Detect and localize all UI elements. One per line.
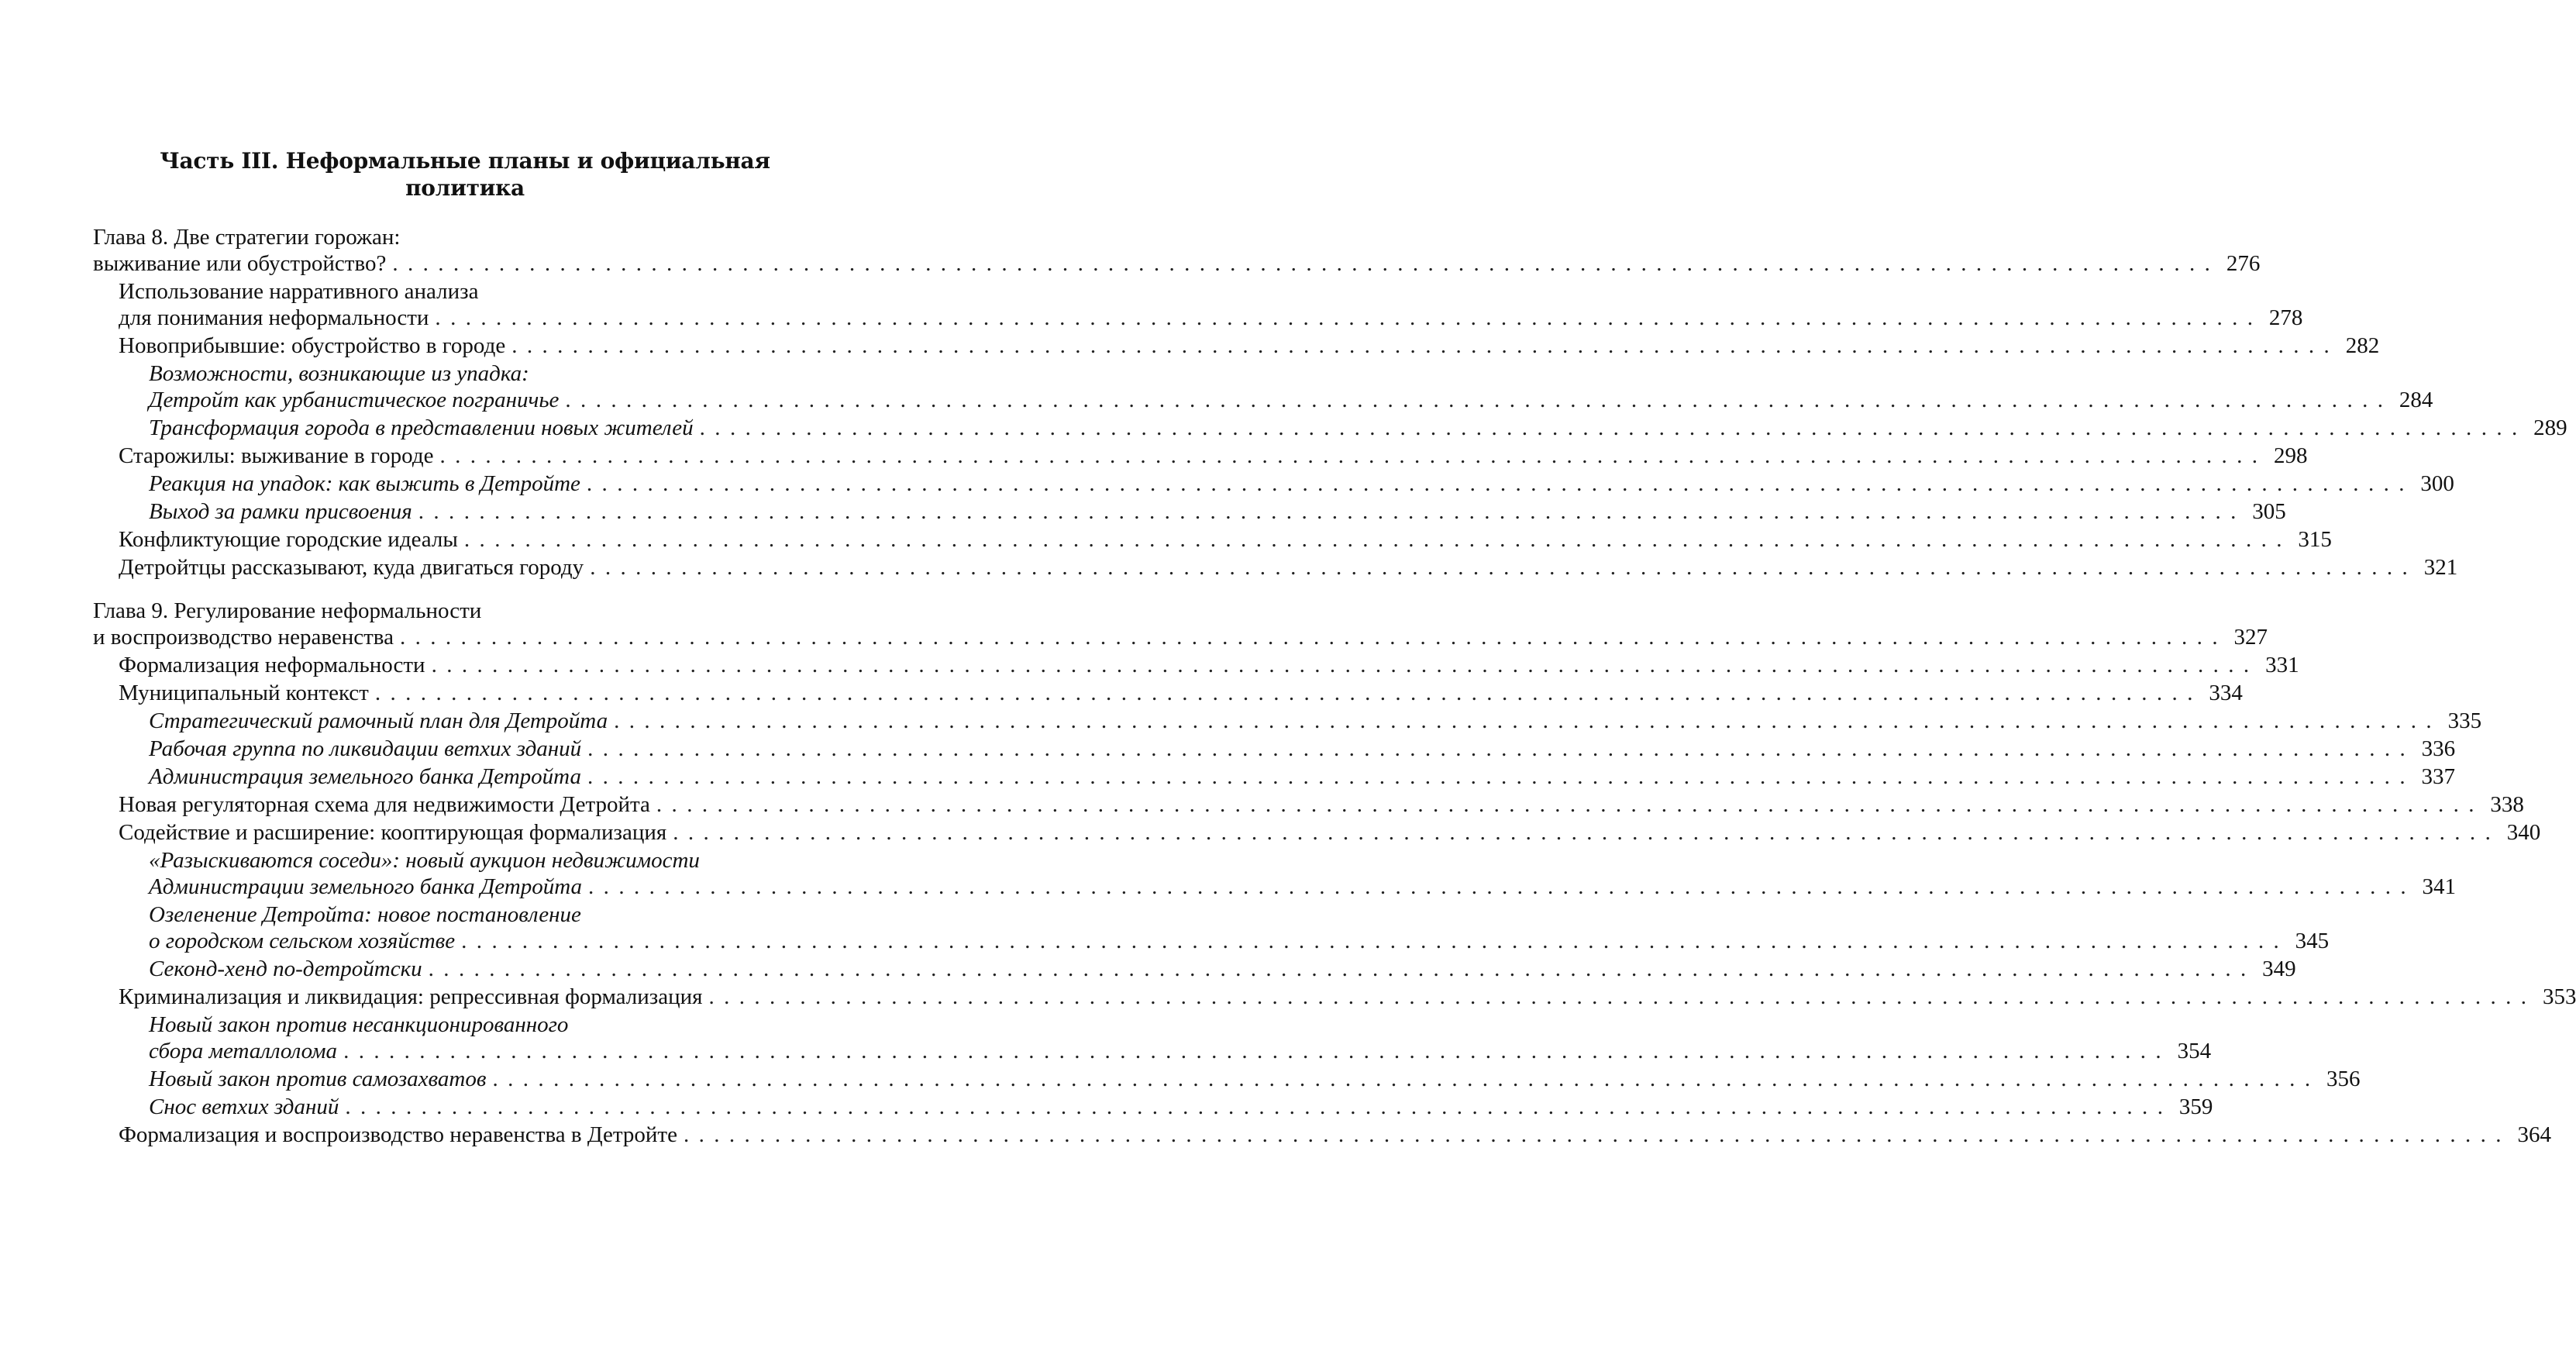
toc-chapter-entry[interactable] bbox=[93, 598, 2268, 650]
toc-entry-leader-row bbox=[149, 763, 2455, 790]
toc-section-entry[interactable] bbox=[93, 652, 2299, 678]
toc-subsection-entry[interactable] bbox=[93, 1012, 2212, 1064]
toc-page-number: 276 bbox=[2226, 251, 2261, 276]
toc-entry-leader-row bbox=[93, 250, 2261, 277]
toc-entry-leader-row bbox=[119, 305, 2303, 331]
dot-leader: ........................................................................................................................ bbox=[343, 1039, 2171, 1063]
toc-entry-title-line: «Разыскиваются соседи»: новый аукцион недвижимости bbox=[149, 848, 700, 873]
toc-page-number: 327 bbox=[2233, 625, 2268, 650]
toc-entry-title: выживание или обустройство? bbox=[93, 251, 387, 276]
toc-page-number: 305 bbox=[2252, 499, 2286, 524]
toc-page-number: 298 bbox=[2273, 443, 2308, 468]
toc-entry-title-line: Озеленение Детройта: новое постановление bbox=[149, 902, 581, 927]
toc-page-number: 331 bbox=[2265, 653, 2299, 677]
toc-page-number: 340 bbox=[2506, 820, 2541, 845]
dot-leader: ........................................................................................................................ bbox=[586, 471, 2414, 496]
dot-leader: ........................................................................................................................ bbox=[428, 956, 2256, 981]
toc-subsection-entry[interactable] bbox=[93, 498, 2286, 525]
dot-leader: ........................................................................................................................ bbox=[492, 1067, 2320, 1091]
toc-page-number: 341 bbox=[2422, 874, 2457, 899]
toc-entry-title-line: Возможности, возникающие из упадка: bbox=[149, 361, 529, 386]
toc-subsection-entry[interactable] bbox=[93, 1066, 2361, 1092]
dot-leader: ........................................................................................................................ bbox=[435, 305, 2263, 330]
toc-entry-title: Детройтцы рассказывают, куда двигаться городу bbox=[119, 555, 584, 580]
toc-entry-leader-row bbox=[149, 1094, 2213, 1120]
toc-entry-leader-row bbox=[149, 1038, 2212, 1064]
dot-leader: ........................................................................................................................ bbox=[673, 820, 2501, 845]
toc-entry-title: Содействие и расширение: кооптирующая формализация bbox=[119, 820, 667, 845]
toc-page-number: 349 bbox=[2262, 956, 2296, 981]
toc-entry-leader-row bbox=[149, 415, 2567, 441]
toc-entry-title: Реакция на упадок: как выжить в Детройте bbox=[149, 471, 580, 496]
toc-section-entry[interactable] bbox=[93, 526, 2332, 553]
toc-page-number: 338 bbox=[2490, 792, 2524, 817]
toc-entry-leader-row bbox=[119, 984, 2576, 1010]
toc-entry-leader-row bbox=[119, 1122, 2551, 1148]
part-title-line-2: политика bbox=[405, 175, 525, 201]
toc-page-number: 278 bbox=[2268, 305, 2303, 330]
toc-entry-leader-row bbox=[149, 874, 2457, 900]
toc-subsection-entry[interactable] bbox=[93, 901, 2330, 954]
toc-subsection-entry[interactable] bbox=[93, 736, 2456, 762]
toc-page-number: 337 bbox=[2421, 764, 2455, 789]
toc-entry-leader-row bbox=[119, 652, 2299, 678]
toc-entry-leader-row bbox=[149, 498, 2286, 525]
dot-leader: ........................................................................................................................ bbox=[374, 681, 2202, 705]
toc-entry-title: Муниципальный контекст bbox=[119, 681, 369, 705]
toc-section-entry[interactable] bbox=[93, 819, 2541, 846]
toc-entry-title: Рабочая группа по ликвидации ветхих зданий bbox=[149, 736, 582, 761]
toc-entry-title: Новоприбывшие: обустройство в городе bbox=[119, 333, 506, 358]
toc-entry-leader-row bbox=[119, 819, 2541, 846]
toc-entry-leader-row bbox=[149, 736, 2456, 762]
dot-leader: ........................................................................................................................ bbox=[588, 874, 2416, 899]
dot-leader: ........................................................................................................................ bbox=[708, 984, 2536, 1009]
toc-page-number: 300 bbox=[2420, 471, 2454, 496]
toc-entry-title: Старожилы: выживание в городе bbox=[119, 443, 434, 468]
dot-leader: ........................................................................................................................ bbox=[439, 443, 2268, 468]
toc-entry-title: Формализация и воспроизводство неравенства в Детройте bbox=[119, 1122, 677, 1147]
dot-leader: ........................................................................................................................ bbox=[431, 653, 2259, 677]
dot-leader: ........................................................................................................................ bbox=[565, 388, 2393, 412]
toc-entry-title: Трансформация города в представлении новых жителей bbox=[149, 415, 694, 440]
toc-entry-leader-row bbox=[119, 554, 2458, 581]
toc-section-entry[interactable] bbox=[93, 791, 2524, 818]
toc-entry-title: Формализация неформальности bbox=[119, 653, 425, 677]
toc-page-number: 289 bbox=[2533, 415, 2567, 440]
toc-section-entry[interactable] bbox=[93, 443, 2308, 469]
toc-page-number: 359 bbox=[2178, 1094, 2213, 1119]
dot-leader: ........................................................................................................................ bbox=[590, 555, 2418, 580]
toc-entry-title: Новая регуляторная схема для недвижимости Детройта bbox=[119, 792, 650, 817]
toc-chapter-entry[interactable] bbox=[93, 224, 2261, 277]
dot-leader: ........................................................................................................................ bbox=[683, 1122, 2511, 1147]
part-title bbox=[0, 147, 930, 202]
toc-subsection-entry[interactable] bbox=[93, 470, 2454, 497]
toc-entry-title-line: Новый закон против несанкционированного bbox=[149, 1012, 569, 1037]
chapter-gap bbox=[93, 581, 798, 598]
toc-entry-leader-row bbox=[119, 791, 2524, 818]
toc-page-number: 356 bbox=[2326, 1067, 2361, 1091]
toc-section-entry[interactable] bbox=[93, 278, 2303, 331]
dot-leader: ........................................................................................................................ bbox=[587, 736, 2416, 761]
toc-entry-title: Стратегический рамочный план для Детройта bbox=[149, 708, 608, 733]
toc-entry-title-line: Использование нарративного анализа bbox=[119, 279, 479, 304]
toc-entry-leader-row bbox=[93, 624, 2268, 650]
dot-leader: ........................................................................................................................ bbox=[463, 527, 2292, 552]
toc-subsection-entry[interactable] bbox=[93, 360, 2433, 413]
toc-entry-title-line: Глава 8. Две стратегии горожан: bbox=[93, 225, 401, 250]
toc-section-entry[interactable] bbox=[93, 554, 2458, 581]
dot-leader: ........................................................................................................................ bbox=[587, 764, 2415, 789]
dot-leader: ........................................................................................................................ bbox=[656, 792, 2484, 817]
toc-page-number: 282 bbox=[2345, 333, 2380, 358]
part-title-line-1: Часть III. Неформальные планы и официальная bbox=[160, 148, 770, 174]
table-of-contents bbox=[93, 224, 2576, 1148]
toc-entry-title: Выход за рамки присвоения bbox=[149, 499, 412, 524]
dot-leader: ........................................................................................................................ bbox=[392, 251, 2220, 276]
dot-leader: ........................................................................................................................ bbox=[345, 1094, 2173, 1119]
toc-section-entry[interactable] bbox=[93, 680, 2243, 706]
toc-entry-leader-row bbox=[119, 526, 2332, 553]
toc-entry-title: Новый закон против самозахватов bbox=[149, 1067, 487, 1091]
dot-leader: ........................................................................................................................ bbox=[699, 415, 2527, 440]
toc-subsection-entry[interactable] bbox=[93, 763, 2455, 790]
toc-entry-title: Администрация земельного банка Детройта bbox=[149, 764, 581, 789]
toc-page-number: 345 bbox=[2295, 929, 2330, 953]
dot-leader: ........................................................................................................................ bbox=[418, 499, 2246, 524]
toc-page-number: 353 bbox=[2542, 984, 2576, 1009]
dot-leader: ........................................................................................................................ bbox=[399, 625, 2227, 650]
toc-entry-title: для понимания неформальности bbox=[119, 305, 429, 330]
toc-page-number: 335 bbox=[2447, 708, 2482, 733]
toc-page-number: 364 bbox=[2517, 1122, 2551, 1147]
toc-entry-leader-row bbox=[149, 956, 2296, 982]
toc-entry-leader-row bbox=[149, 1066, 2361, 1092]
toc-page-number: 284 bbox=[2399, 388, 2433, 412]
toc-entry-title: Криминализация и ликвидация: репрессивная формализация bbox=[119, 984, 703, 1009]
toc-entry-title: о городском сельском хозяйстве bbox=[149, 929, 456, 953]
toc-entry-title: сбора металлолома bbox=[149, 1039, 338, 1063]
toc-entry-leader-row bbox=[119, 443, 2308, 469]
toc-page-number: 354 bbox=[2177, 1039, 2212, 1063]
toc-entry-title: Конфликтующие городские идеалы bbox=[119, 527, 458, 552]
toc-subsection-entry[interactable] bbox=[93, 415, 2567, 441]
toc-entry-leader-row bbox=[149, 387, 2433, 413]
toc-entry-leader-row bbox=[149, 470, 2454, 497]
toc-page-number: 321 bbox=[2423, 555, 2458, 580]
toc-subsection-entry[interactable] bbox=[93, 1094, 2213, 1120]
toc-section-entry[interactable] bbox=[93, 333, 2380, 359]
toc-entry-leader-row bbox=[149, 708, 2482, 734]
toc-entry-title-line: Глава 9. Регулирование неформальности bbox=[93, 598, 482, 623]
toc-entry-title: Администрации земельного банка Детройта bbox=[149, 874, 583, 899]
toc-page-number: 334 bbox=[2209, 681, 2243, 705]
dot-leader: ........................................................................................................................ bbox=[511, 333, 2340, 358]
toc-subsection-entry[interactable] bbox=[93, 847, 2457, 900]
toc-subsection-entry[interactable] bbox=[93, 956, 2296, 982]
toc-entry-title: Детройт как урбанистическое пограничье bbox=[149, 388, 560, 412]
toc-entry-leader-row bbox=[119, 680, 2243, 706]
toc-entry-title: Секонд-хенд по-детройтски bbox=[149, 956, 422, 981]
toc-subsection-entry[interactable] bbox=[93, 708, 2482, 734]
toc-page-number: 315 bbox=[2298, 527, 2332, 552]
dot-leader: ........................................................................................................................ bbox=[614, 708, 2442, 733]
toc-entry-leader-row bbox=[119, 333, 2380, 359]
toc-section-entry[interactable] bbox=[93, 1122, 2551, 1148]
toc-entry-title: Снос ветхих зданий bbox=[149, 1094, 339, 1119]
toc-entry-leader-row bbox=[149, 928, 2330, 954]
toc-entry-title: и воспроизводство неравенства bbox=[93, 625, 394, 650]
dot-leader: ........................................................................................................................ bbox=[461, 929, 2289, 953]
toc-section-entry[interactable] bbox=[93, 984, 2576, 1010]
toc-page-number: 336 bbox=[2421, 736, 2456, 761]
